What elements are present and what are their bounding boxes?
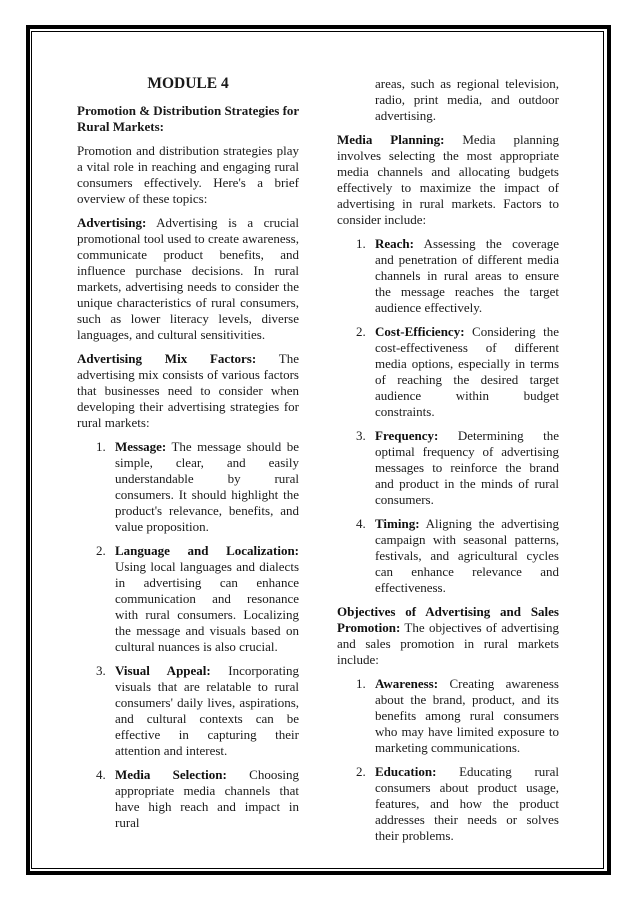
list-item xyxy=(337,764,559,844)
media-selection-continuation: areas, such as regional television, radio, print media, and outdoor advertising. xyxy=(375,76,559,123)
media-planning-label: Media Planning: xyxy=(337,132,445,147)
list-number: 4. xyxy=(356,516,366,531)
item-label: Cost-Efficiency: xyxy=(375,324,465,339)
right-column xyxy=(337,76,559,852)
item-text: Using local languages and dialects in advertising can enhance communication and resonance with rural consumers. Localizing the message and visuals based on cultural nuances is also crucial. xyxy=(115,559,299,654)
item-text: Creating awareness about the brand, product, and its benefits among rural consumers who may have limited exposure to marketing communications. xyxy=(375,676,559,755)
objectives-text: The objectives of advertising and sales promotion in rural markets include: xyxy=(337,620,559,667)
list-item xyxy=(337,428,559,508)
list-number: 2. xyxy=(356,764,366,779)
section-heading: Promotion & Distribution Strategies for Rural Markets: xyxy=(77,103,299,134)
mix-factors-label: Advertising Mix Factors: xyxy=(77,351,257,366)
item-label: Visual Appeal: xyxy=(115,663,211,678)
list-item xyxy=(77,767,299,831)
list-number: 1. xyxy=(96,439,106,454)
item-label: Media Selection: xyxy=(115,767,227,782)
item-text: Choosing appropriate media channels that have high reach and impact in rural xyxy=(115,767,299,830)
item-label: Timing: xyxy=(375,516,420,531)
intro-paragraph: Promotion and distribution strategies play a vital role in reaching and engaging rural consumers effectively. Here's a brief overview of these topics: xyxy=(77,143,299,206)
item-label: Frequency: xyxy=(375,428,439,443)
mix-factors-paragraph xyxy=(77,351,299,431)
objectives-label: Objectives of Advertising and Sales Promotion: xyxy=(337,604,559,635)
list-item xyxy=(337,236,559,316)
objectives-list xyxy=(337,676,559,844)
item-text: Educating rural consumers about product usage, features, and how the product addresses their needs or solves their problems. xyxy=(375,764,559,843)
item-label: Awareness: xyxy=(375,676,439,691)
list-number: 1. xyxy=(356,676,366,691)
item-text: Assessing the coverage and penetration of different media channels in rural areas to ensure the message reaches the target audience effectively. xyxy=(375,236,559,315)
item-text: Aligning the advertising campaign with seasonal patterns, festivals, and agricultural cycles can enhance relevance and effectiveness. xyxy=(375,516,559,595)
item-text: Considering the cost-effectiveness of different media options, especially in terms of reaching the desired target audience within budget constraints. xyxy=(375,324,559,419)
list-number: 3. xyxy=(356,428,366,443)
item-text: Incorporating visuals that are relatable to rural consumers' daily lives, aspirations, and cultural contexts can be effective in capturing their attention and interest. xyxy=(115,663,299,758)
list-number: 1. xyxy=(356,236,366,251)
item-text: Determining the optimal frequency of advertising messages to reinforce the brand and product in the minds of rural consumers. xyxy=(375,428,559,507)
objectives-paragraph xyxy=(337,604,559,668)
module-title: MODULE 4 xyxy=(147,75,229,92)
media-planning-text: Media planning involves selecting the most appropriate media channels and allocating budgets effectively to maximize the impact of advertising in rural markets. Factors to consider include: xyxy=(337,132,559,227)
list-item xyxy=(77,543,299,655)
list-number: 2. xyxy=(96,543,106,558)
advertising-paragraph xyxy=(77,215,299,343)
list-item xyxy=(337,324,559,420)
left-column xyxy=(77,74,299,839)
list-item xyxy=(77,663,299,759)
mix-factors-text: The advertising mix consists of various factors that businesses need to consider when developing their advertising strategies for rural markets: xyxy=(77,351,299,430)
item-label: Reach: xyxy=(375,236,414,251)
list-item xyxy=(77,439,299,535)
item-label: Language and Localization: xyxy=(115,543,299,558)
item-label: Education: xyxy=(375,764,437,779)
list-item xyxy=(337,516,559,596)
item-label: Message: xyxy=(115,439,167,454)
list-number: 3. xyxy=(96,663,106,678)
list-item xyxy=(337,676,559,756)
item-text: The message should be simple, clear, and easily understandable by rural consumers. It should highlight the product's relevance, benefits, and value proposition. xyxy=(115,439,299,534)
mix-factors-list xyxy=(77,439,299,831)
advertising-label: Advertising: xyxy=(77,215,147,230)
advertising-text: Advertising is a crucial promotional tool used to create awareness, communicate product benefits, and influence purchase decisions. In rural markets, advertising needs to consider the unique characteristics of rural consumers, such as lower literacy levels, diverse languages, and cultural sensitivities. xyxy=(77,215,299,342)
media-planning-paragraph xyxy=(337,132,559,228)
list-number: 2. xyxy=(356,324,366,339)
list-number: 4. xyxy=(96,767,106,782)
media-planning-list xyxy=(337,236,559,596)
